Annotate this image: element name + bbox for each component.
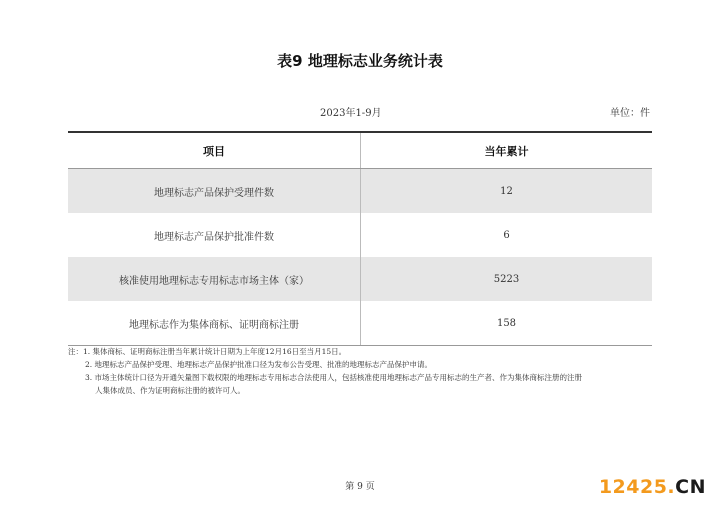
table-row <box>68 257 652 301</box>
header-cumulative: 当年累计 <box>361 132 653 169</box>
watermark-dot: . <box>667 476 676 498</box>
row-item: 地理标志产品保护受理件数 <box>68 169 361 214</box>
footnotes <box>68 345 668 397</box>
row-item: 地理标志作为集体商标、证明商标注册 <box>68 301 361 346</box>
table-row <box>68 301 652 346</box>
statistics-table <box>68 131 652 346</box>
table-row <box>68 169 652 214</box>
unit-label: 单位：件 <box>610 108 650 119</box>
footnote-1: 注：1. 集体商标、证明商标注册当年累计统计日期为上年度12月16日至当月15日。 <box>68 347 347 356</box>
footnote-3: 3. 市场主体统计口径为开通矢量图下载权限的地理标志专用标志合法使用人，包括核准使用地理标志产品专用标志的生产者、作为集体商标注册的注册 <box>85 373 583 382</box>
page-number: 第 9 页 <box>345 482 375 492</box>
site-watermark-logo <box>599 476 706 498</box>
watermark-suffix: CN <box>675 476 706 498</box>
table-title: 表9 地理标志业务统计表 <box>277 52 443 70</box>
row-value: 12 <box>361 169 653 214</box>
row-item: 核准使用地理标志专用标志市场主体（家） <box>68 257 361 301</box>
watermark-number: 12425 <box>598 476 668 498</box>
row-item: 地理标志产品保护批准件数 <box>68 213 361 257</box>
footnote-2: 2. 地理标志产品保护受理、地理标志产品保护批准口径为发布公告受理、批准的地理标志产品保护申请。 <box>85 360 433 369</box>
report-period: 2023年1-9月 <box>320 108 382 119</box>
table-header-row <box>68 132 652 169</box>
row-value: 6 <box>503 229 510 241</box>
table-row <box>68 213 652 257</box>
footnote-3-continued: 人集体成员、作为证明商标注册的被许可人。 <box>95 386 245 395</box>
row-value: 158 <box>361 301 653 346</box>
row-value: 5223 <box>361 257 653 301</box>
header-item: 项目 <box>68 132 361 169</box>
